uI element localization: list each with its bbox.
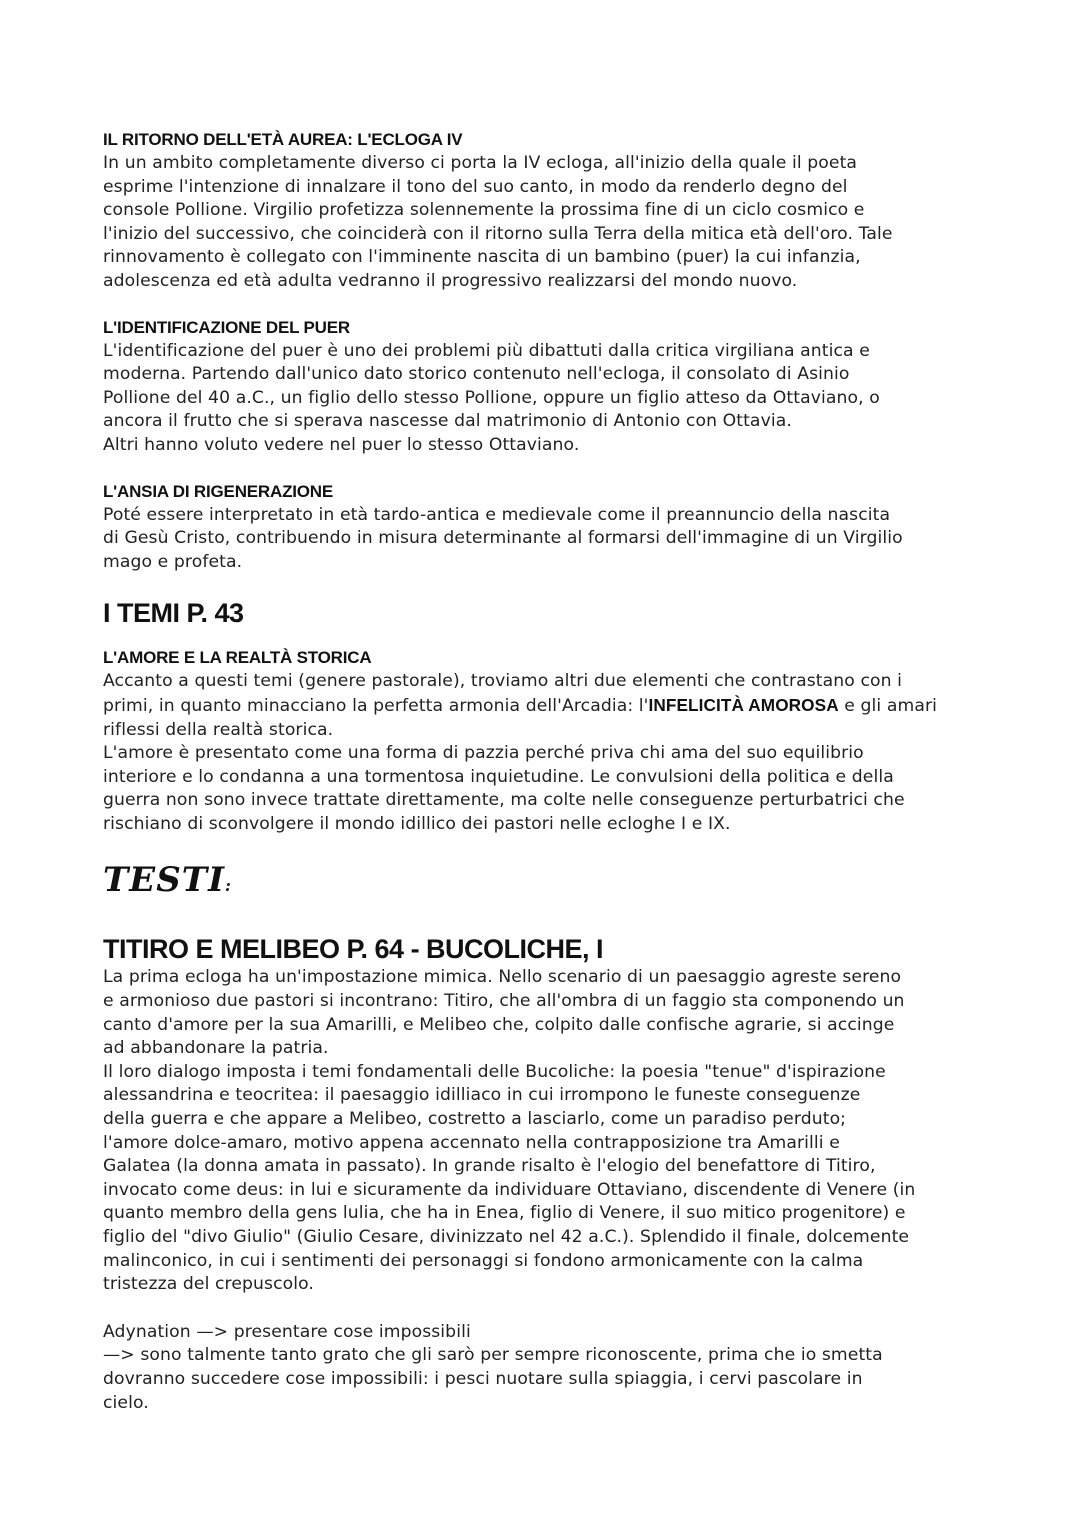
heading-rigenerazione: L'ANSIA DI RIGENERAZIONE — [103, 481, 334, 501]
notes-page — [103, 128, 983, 1415]
text-line: Accanto a questi temi (genere pastorale), troviamo altri due elementi che contrastano con i — [103, 671, 903, 692]
text-line: cielo. — [103, 1392, 149, 1413]
text-line: l'amore dolce-amaro, motivo appena accennato nella contrapposizione tra Amarilli e — [103, 1132, 840, 1153]
paragraph-rigenerazione — [103, 504, 983, 575]
text-line: quanto membro della gens lulia, che ha in Enea, figlio di Venere, il suo mitico progenitore) e — [103, 1203, 906, 1224]
title-testi — [103, 860, 983, 906]
heading-puer: L'IDENTIFICAZIONE DEL PUER — [103, 317, 350, 337]
paragraph-adynaton — [103, 1321, 983, 1415]
text-line: e armonioso due pastori si incontrano: Titiro, che all'ombra di un faggio sta componendo un — [103, 991, 905, 1012]
paragraph-titiro-melibeo — [103, 966, 983, 1296]
text-line: della guerra e che appare a Melibeo, costretto a lasciarlo, come un paradiso perduto; — [103, 1109, 847, 1130]
text-span: primi, in quanto minacciano la perfetta armonia dell'Arcadia: l' — [103, 695, 649, 716]
text-line: invocato come deus: in lui e sicuramente da individuare Ottaviano, discendente di Venere (in — [103, 1179, 916, 1200]
text-line: canto d'amore per la sua Amarilli, e Melibeo che, colpito dalle confische agrarie, si accinge — [103, 1014, 895, 1035]
text-line: alessandrina e teocritea: il paesaggio idilliaco in cui irrompono le funeste conseguenze — [103, 1085, 861, 1106]
text-line: interiore e lo condanna a una tormentosa inquietudine. Le convulsioni della politica e della — [103, 766, 894, 787]
keyword-infelicita-amorosa: INFELICITÀ AMOROSA — [648, 694, 839, 715]
text-line: di Gesù Cristo, contribuendo in misura determinante al formarsi dell'immagine di un Virgilio — [103, 528, 903, 549]
text-line: Altri hanno voluto vedere nel puer lo stesso Ottaviano. — [103, 434, 580, 455]
text-line: console Pollione. Virgilio profetizza solennemente la prossima fine di un ciclo cosmico e — [103, 200, 865, 221]
paragraph-eta-aurea — [103, 152, 983, 294]
title-titiro-melibeo: TITIRO E MELIBEO P. 64 - BUCOLICHE, I — [103, 934, 604, 965]
text-span: e gli amari — [838, 695, 937, 716]
testi-label: TESTI — [103, 860, 225, 901]
text-line: ad abbandonare la patria. — [103, 1038, 329, 1059]
text-line: —> sono talmente tanto grato che gli sarò per sempre riconoscente, prima che io smetta — [103, 1345, 883, 1366]
text-line: Poté essere interpretato in età tardo-antica e medievale come il preannuncio della nascita — [103, 504, 891, 525]
text-line: malinconico, in cui i sentimenti dei personaggi si fondono armonicamente con la calma — [103, 1250, 864, 1271]
text-line: tristezza del crepuscolo. — [103, 1274, 314, 1295]
text-line: adolescenza ed età adulta vedranno il progressivo realizzarsi del mondo nuovo. — [103, 270, 798, 291]
text-line: dovranno succedere cose impossibili: i pesci nuotare sulla spiaggia, i cervi pascolare in — [103, 1368, 863, 1389]
testi-colon: : — [224, 876, 232, 896]
title-temi: I TEMI P. 43 — [103, 598, 244, 629]
text-line: In un ambito completamente diverso ci porta la IV ecloga, all'inizio della quale il poeta — [103, 153, 858, 173]
text-line: mago e profeta. — [103, 551, 243, 572]
text-line: figlio del "divo Giulio" (Giulio Cesare, divinizzato nel 42 a.C.). Splendido il finale, dolcemente — [103, 1227, 910, 1247]
text-line: La prima ecloga ha un'impostazione mimica. Nello scenario di un paesaggio agreste sereno — [103, 967, 902, 988]
text-line — [103, 694, 983, 719]
paragraph-puer — [103, 340, 983, 458]
text-line: Adynation —> presentare cose impossibili — [103, 1321, 471, 1342]
paragraph-amore-realta — [103, 670, 983, 836]
heading-amore-realta: L'AMORE E LA REALTÀ STORICA — [103, 648, 372, 668]
text-line: riflessi della realtà storica. — [103, 719, 334, 740]
text-line: L'identificazione del puer è uno dei problemi più dibattuti dalla critica virgiliana antica e — [103, 340, 870, 361]
text-line: Pollione del 40 a.C., un figlio dello stesso Pollione, oppure un figlio atteso da Ottaviano, o — [103, 387, 880, 408]
text-line: esprime l'intenzione di innalzare il tono del suo canto, in modo da renderlo degno del — [103, 176, 848, 197]
heading-eta-aurea: IL RITORNO DELL'ETÀ AUREA: L'ECLOGA IV — [103, 130, 463, 149]
text-line: Il loro dialogo imposta i temi fondamentali delle Bucoliche: la poesia "tenue" d'ispirazione — [103, 1061, 886, 1082]
text-line: rischiano di sconvolgere il mondo idillico dei pastori nelle ecloghe I e IX. — [103, 813, 731, 834]
text-line: l'inizio del successivo, che coinciderà con il ritorno sulla Terra della mitica età dell'oro. Tale — [103, 223, 893, 244]
text-line: Galatea (la donna amata in passato). In grande risalto è l'elogio del benefattore di Titiro, — [103, 1156, 876, 1177]
text-line: L'amore è presentato come una forma di pazzia perché priva chi ama del suo equilibrio — [103, 743, 864, 764]
text-line: rinnovamento è collegato con l'imminente nascita di un bambino (puer) la cui infanzia, — [103, 247, 861, 268]
text-line: moderna. Partendo dall'unico dato storico contenuto nell'ecloga, il consolato di Asinio — [103, 364, 850, 385]
text-line: guerra non sono invece trattate direttamente, ma colte nelle conseguenze perturbatrici che — [103, 790, 905, 811]
text-line: ancora il frutto che si sperava nascesse dal matrimonio di Antonio con Ottavia. — [103, 411, 792, 432]
